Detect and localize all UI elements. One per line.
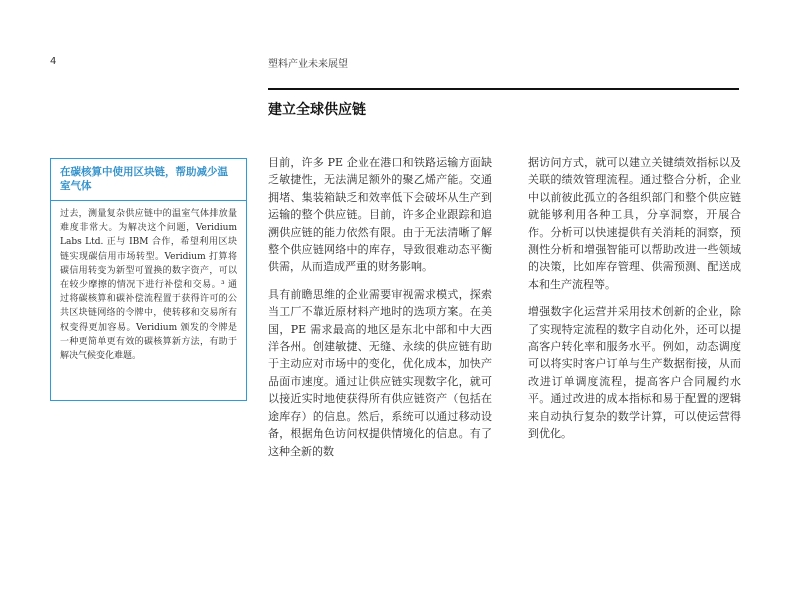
sidebar-divider — [51, 200, 246, 201]
paragraph: 据访问方式，就可以建立关键绩效指标以及关联的绩效管理流程。通过整合分析，企业中以前彼此孤立的各组织部门和整个供应链就能够利用各种工具，分享洞察，开展合作。分析可以快速提供有关消耗的洞察，预测性分析和增强智能可以帮助改进一些领域的决策，比如库存管理、供需预测、配送成本和生产流程等。 — [528, 156, 741, 291]
sidebar-title: 在碳核算中使用区块链，帮助减少温室气体 — [60, 166, 228, 192]
header-divider — [268, 88, 739, 90]
paragraph: 增强数字化运营并采用技术创新的企业，除了实现特定流程的数字自动化外，还可以提高客户转化率和服务水平。例如，动态调度可以将实时客户订单与生产数据衔接，从而改进订单调度流程，提高客户合同履约水平。通过改进的成本指标和易于配置的逻辑来自动执行复杂的数学计算，可以使运营得到优化。 — [528, 305, 741, 441]
page-number: 4 — [50, 56, 57, 67]
section-title: 建立全球供应链 — [268, 102, 366, 118]
running-header-title: 塑料产业未来展望 — [268, 59, 348, 70]
body-column-left — [268, 154, 492, 470]
paragraph: 目前，许多 PE 企业在港口和铁路运输方面缺乏敏捷性，无法满足额外的聚乙烯产能。交通拥堵、集装箱缺乏和效率低下会破坏从生产到运输的整个供应链。目前，许多企业跟踪和追溯供应链的能力依然有限。由于无法清晰了解整个供应链网络中的库存，导致很难动态平衡供需，从而造成严重的财务影响。 — [268, 156, 492, 274]
sidebar-body-text: 过去，测量复杂供应链中的温室气体排放量难度非常大。为解决这个问题，Veridium Labs Ltd. 正与 IBM 合作，希望利用区块链实现碳信用市场转型。Veridium 打算将碳信用转变为新型可置换的数字资产，可以在较少摩擦的情况下进行补偿和交易。³ 通过将碳核算和碳补偿流程置于获得许可的公共区块链网络的令牌中，使转移和交易所有权变得更加容易。Veridium 颁发的令牌是一种更简单更有效的碳核算新方法，有助于解决气候变化难题。 — [60, 209, 237, 362]
body-column-right — [528, 154, 741, 453]
sidebar-callout-box — [50, 158, 247, 401]
paragraph: 具有前瞻思维的企业需要审视需求模式，探索当工厂不靠近原材料产地时的选项方案。在美国，PE 需求最高的地区是东北中部和中大西洋各州。创建敏捷、无缝、永续的供应链有助于主动应对市场中的变化，优化成本，加快产品面市速度。通过让供应链实现数字化，就可以接近实时地使获得所有供应链资产（包括在途库存）的信息。然后，系统可以通过移动设备，根据角色访问权提供情境化的信息。有了这种全新的数 — [268, 287, 492, 458]
